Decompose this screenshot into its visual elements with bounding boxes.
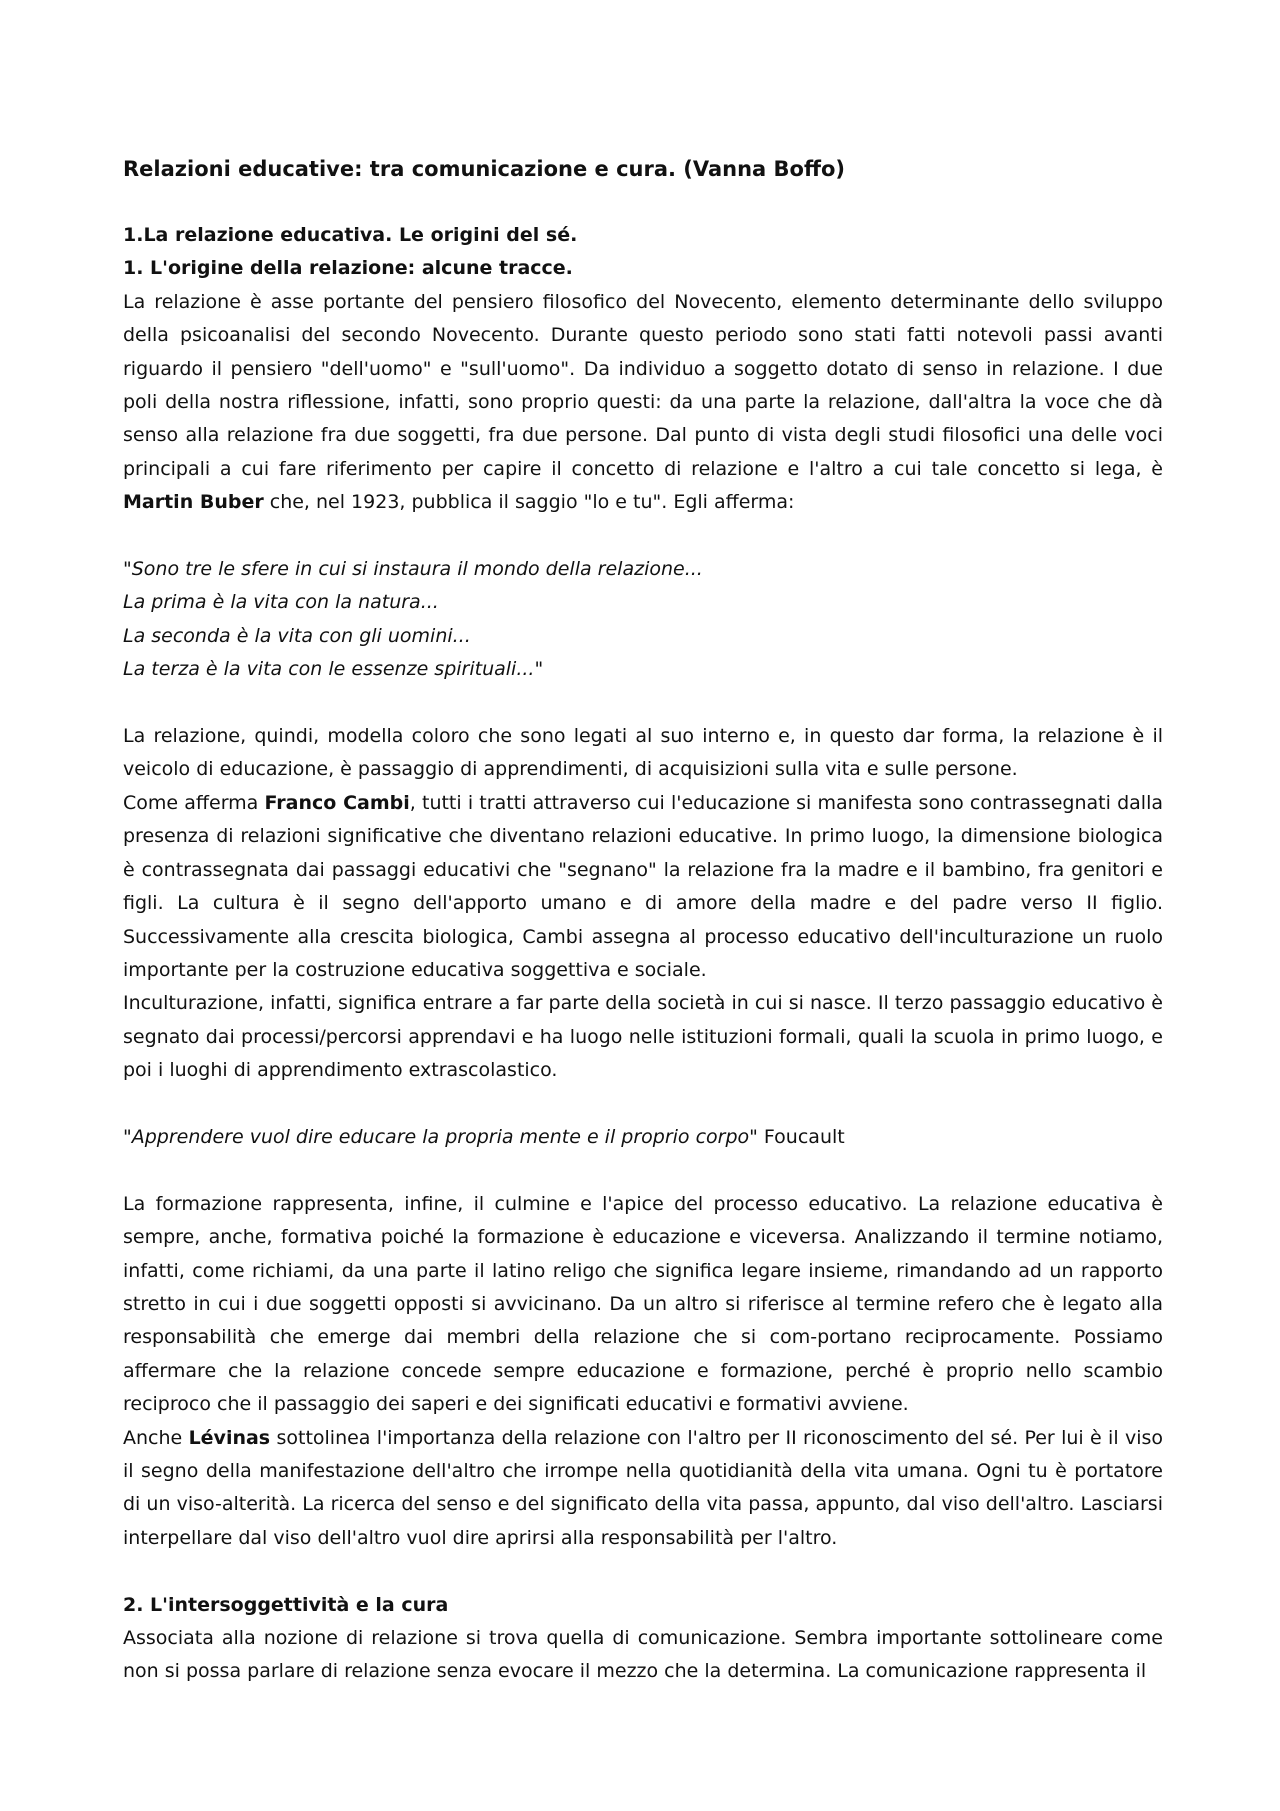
section-2-heading: 2. L'intersoggettività e la cura <box>123 1593 449 1616</box>
quote-attribution: " Foucault <box>749 1125 845 1148</box>
quote-line-text: Sono tre le sfere in cui si instaura il mondo della relazione... <box>131 558 703 581</box>
foucault-quote-text: Apprendere vuol dire educare la propria mente e il proprio corpo <box>131 1125 750 1148</box>
paragraph-5: La formazione rappresenta, infine, il culmine e l'apice del processo educativo. La relazione educativa è sempre, anche, formativa poiché la formazione è educazione e viceversa. Analizzando il termine notiamo, infatti, come richiami, da una parte il latino religo che significa legare insieme, rimandando ad un rapporto stretto in cui i due soggetti opposti si avvicinano. Da un altro si riferisce al termine refero che è legato alla responsabilità che emerge dai membri della relazione che si com-portano reciprocamente. Possiamo affermare che la relazione concede sempre educazione e formazione, perché è proprio nello scambio reciproco che il passaggio dei saperi e dei significati educativi e formativi avviene. <box>123 1192 1163 1416</box>
paragraph-3 <box>123 787 1163 987</box>
quote-line <box>123 553 1163 586</box>
name-martin-buber: Martin Buber <box>123 491 264 514</box>
paragraph-1 <box>123 286 1163 520</box>
paragraph-6 <box>123 1422 1163 1556</box>
quote-open-mark: " <box>123 1125 132 1148</box>
quote-line: La seconda è la vita con gli uomini... <box>123 624 471 647</box>
quote-close-mark: " <box>534 658 544 681</box>
paragraph-2: La relazione, quindi, modella coloro che sono legati al suo interno e, in questo dar forma, la relazione è il veicolo di educazione, è passaggio di apprendimenti, di acquisizioni sulla vita e sulle persone. <box>123 725 1163 781</box>
paragraph-1-text: La relazione è asse portante del pensiero filosofico del Novecento, elemento determinante dello sviluppo della psicoanalisi del secondo Novecento. Durante questo periodo sono stati fatti notevoli passi avanti riguardo il pensiero "dell'uomo" e "sull'uomo". Da individuo a soggetto dotato di senso in relazione. I due poli della nostra riflessione, infatti, sono proprio questi: da una parte la relazione, dall'altra la voce che dà senso alla relazione fra due soggetti, fra due persone. Dal punto di vista degli studi filosofici una delle voci principali a cui fare riferimento per capire il concetto di relazione e l'altro a cui tale concetto si lega, è <box>123 290 1163 480</box>
section-1-subheading: 1. L'origine della relazione: alcune tracce. <box>123 257 573 280</box>
name-levinas: Lévinas <box>188 1426 271 1449</box>
quote-line-text: La terza è la vita con le essenze spirituali... <box>123 658 535 681</box>
quote-line <box>123 653 1163 686</box>
section-1-heading: 1.La relazione educativa. Le origini del sé. <box>123 224 578 246</box>
foucault-quote <box>123 1121 1163 1154</box>
paragraph-3-lead: Come afferma <box>123 791 259 814</box>
paragraph-6-text: sottolinea l'importanza della relazione con l'altro per II riconoscimento del sé. Per lui è il viso il segno della manifestazione dell'altro che irrompe nella quotidianità della vita umana. Ogni tu è portatore di un viso-alterità. La ricerca del senso e del significato della vita passa, appunto, dal viso dell'altro. Lasciarsi interpellare dal viso dell'altro vuol dire aprirsi alla responsabilità per l'altro. <box>123 1426 1163 1549</box>
section-2-paragraph-1: Associata alla nozione di relazione si trova quella di comunicazione. Sembra importante sottolineare come non si possa parlare di relazione senza evocare il mezzo che la determina. La comunicazione rappresenta il <box>123 1626 1163 1683</box>
paragraph-4: Inculturazione, infatti, significa entrare a far parte della società in cui si nasce. Il terzo passaggio educativo è segnato dai processi/percorsi apprendavi e ha luogo nelle istituzioni formali, quali la scuola in primo luogo, e poi i luoghi di apprendimento extrascolastico. <box>123 992 1163 1082</box>
document-title: Relazioni educative: tra comunicazione e cura. (Vanna Boffo) <box>123 157 846 181</box>
quote-open-mark: " <box>123 558 132 581</box>
paragraph-3-text: , tutti i tratti attraverso cui l'educazione si manifesta sono contrassegnati dalla presenza di relazioni significative che diventano relazioni educative. In primo luogo, la dimensione biologica è contrassegnata dai passaggi educativi che "segnano" la relazione fra la madre e il bambino, fra genitori e figli. La cultura è il segno dell'apporto umano e di amore della madre e del padre verso II figlio. Successivamente alla crescita biologica, Cambi assegna al processo educativo dell'inculturazione un ruolo importante per la costruzione educativa soggettiva e sociale. <box>123 791 1163 981</box>
quote-line: La prima è la vita con la natura... <box>123 591 439 614</box>
buber-quote <box>123 553 1163 687</box>
name-franco-cambi: Franco Cambi <box>264 791 410 814</box>
paragraph-6-lead: Anche <box>123 1426 183 1449</box>
paragraph-1-tail: che, nel 1923, pubblica il saggio "lo e tu". Egli afferma: <box>269 491 795 514</box>
